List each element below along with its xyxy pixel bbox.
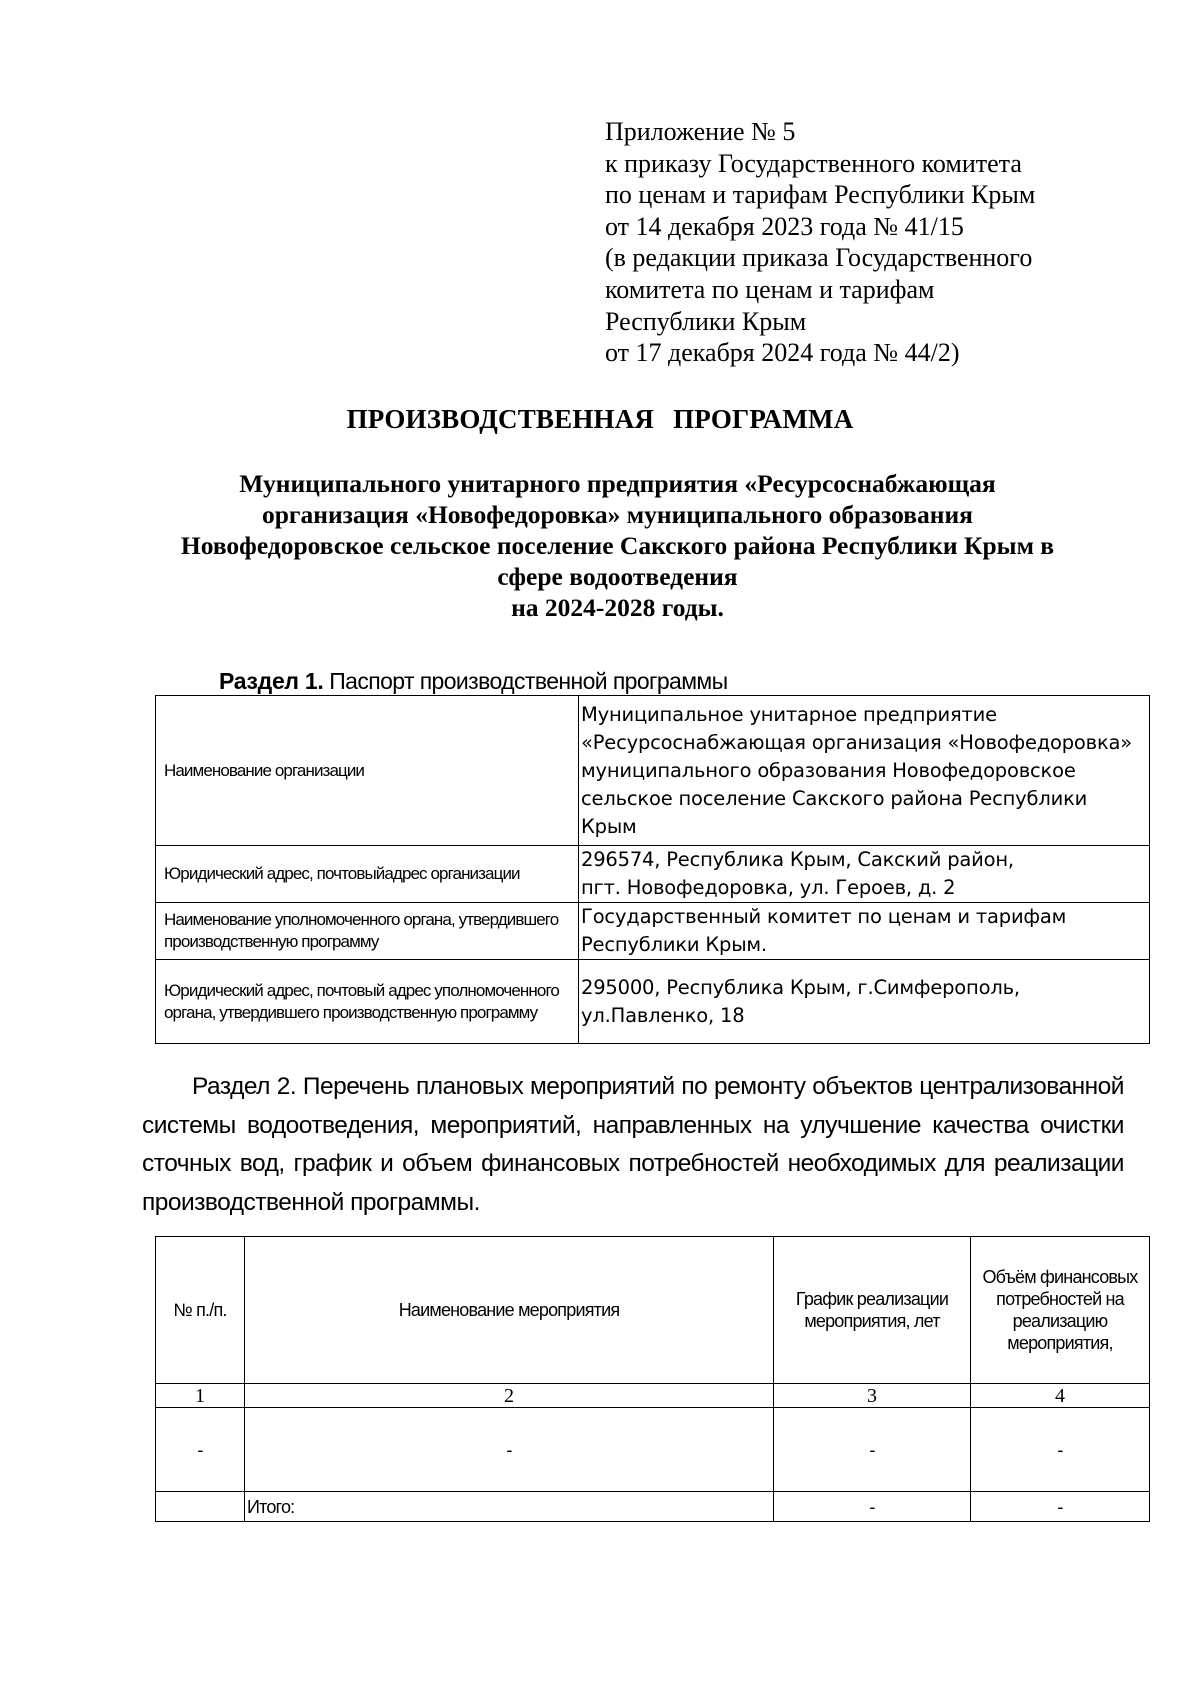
section1-heading-text: Паспорт производственной программы [329,668,728,694]
appendix-line: (в редакции приказа Государственного [605,243,1033,273]
total-schedule: - [774,1492,971,1522]
table-cell: - [245,1408,774,1492]
passport-label: Юридический адрес, почтовыйадрес организации [156,846,579,903]
appendix-line: от 14 декабря 2023 года № 41/15 [605,211,964,241]
passport-label: Наименование уполномоченного органа, утвердившего производственную программу [156,903,579,960]
column-number: 4 [971,1384,1150,1408]
passport-value-line: ул.Павленко, 18 [581,1003,745,1027]
passport-value-line: Республики Крым. [581,933,767,956]
column-header-number: № п./п. [156,1237,245,1384]
table-cell: - [774,1408,971,1492]
column-header-measure: Наименование мероприятия [245,1237,774,1384]
subtitle-line: Муниципального унитарного предприятия «Ресурсоснабжающая [239,469,996,498]
column-header-financing: Объём финансовых потребностей на реализацию мероприятия, [971,1237,1150,1384]
subtitle-line: на 2024-2028 годы. [511,593,724,622]
appendix-line: к приказу Государственного комитета [605,148,1022,178]
table-cell: - [971,1408,1150,1492]
section2-text: Раздел 2. Перечень плановых мероприятий по ремонту объектов централизованной системы водоотведения, мероприятий, направленных на улучшение качества очистки сточных вод, график и объем финансовых потребностей необходимых для реализации производственной программы. [142,1073,1124,1216]
appendix-line: по ценам и тарифам Республики Крым [605,180,1036,210]
passport-label: Юридический адрес, почтовый адрес уполномоченного органа, утвердившего производственную программу [156,960,579,1044]
passport-label: Наименование организации [156,696,579,846]
column-header-schedule: График реализации мероприятия, лет [774,1237,971,1384]
table-row [156,846,1150,903]
passport-value-line: сельское поселение Сакского района Республики [581,786,1088,810]
appendix-line: комитета по ценам и тарифам [605,274,935,304]
passport-value [579,696,1150,846]
measures-table [155,1236,1150,1522]
passport-value [579,960,1150,1044]
document-title: ПРОИЗВОДСТВЕННАЯ ПРОГРАММА [346,404,854,434]
column-numbers-row [156,1384,1150,1408]
appendix-header [605,116,1035,369]
table-row [156,696,1150,846]
table-row [156,1408,1150,1492]
column-number: 1 [156,1384,245,1408]
table-row [156,960,1150,1044]
passport-value-line: Крым [581,814,637,838]
document-subtitle [130,468,1105,623]
table-cell [156,1492,245,1522]
passport-value-line: 295000, Республика Крым, г.Симферополь, [581,975,1020,999]
passport-value [579,903,1150,960]
subtitle-line: организация «Новофедоровка» муниципального образования [262,500,973,529]
passport-value-line: Муниципальное унитарное предприятие [581,702,997,726]
column-number: 2 [245,1384,774,1408]
total-financing: - [971,1492,1150,1522]
appendix-line: от 17 декабря 2024 года № 44/2) [605,338,960,368]
section1-heading [219,668,728,695]
passport-table [155,695,1150,1044]
section1-heading-bold: Раздел 1. [219,668,324,694]
passport-value-line: «Ресурсоснабжающая организация «Новофедоровка» [581,730,1133,754]
appendix-line: Приложение № 5 [605,117,796,146]
appendix-line: Республики Крым [605,306,807,336]
total-row [156,1492,1150,1522]
passport-value-line: муниципального образования Новофедоровское [581,758,1076,782]
subtitle-line: сфере водоотведения [497,562,738,591]
total-label: Итого: [245,1492,774,1522]
table-cell: - [156,1408,245,1492]
passport-value-line: 296574, Республика Крым, Сакский район, [581,848,1014,871]
passport-value-line: пгт. Новофедоровка, ул. Героев, д. 2 [581,876,956,899]
subtitle-line: Новофедоровское сельское поселение Сакского района Республики Крым в [180,531,1055,560]
table-row [156,903,1150,960]
column-number: 3 [774,1384,971,1408]
passport-value-line: Государственный комитет по ценам и тарифам [581,905,1067,928]
table-header-row [156,1237,1150,1384]
passport-value [579,846,1150,903]
